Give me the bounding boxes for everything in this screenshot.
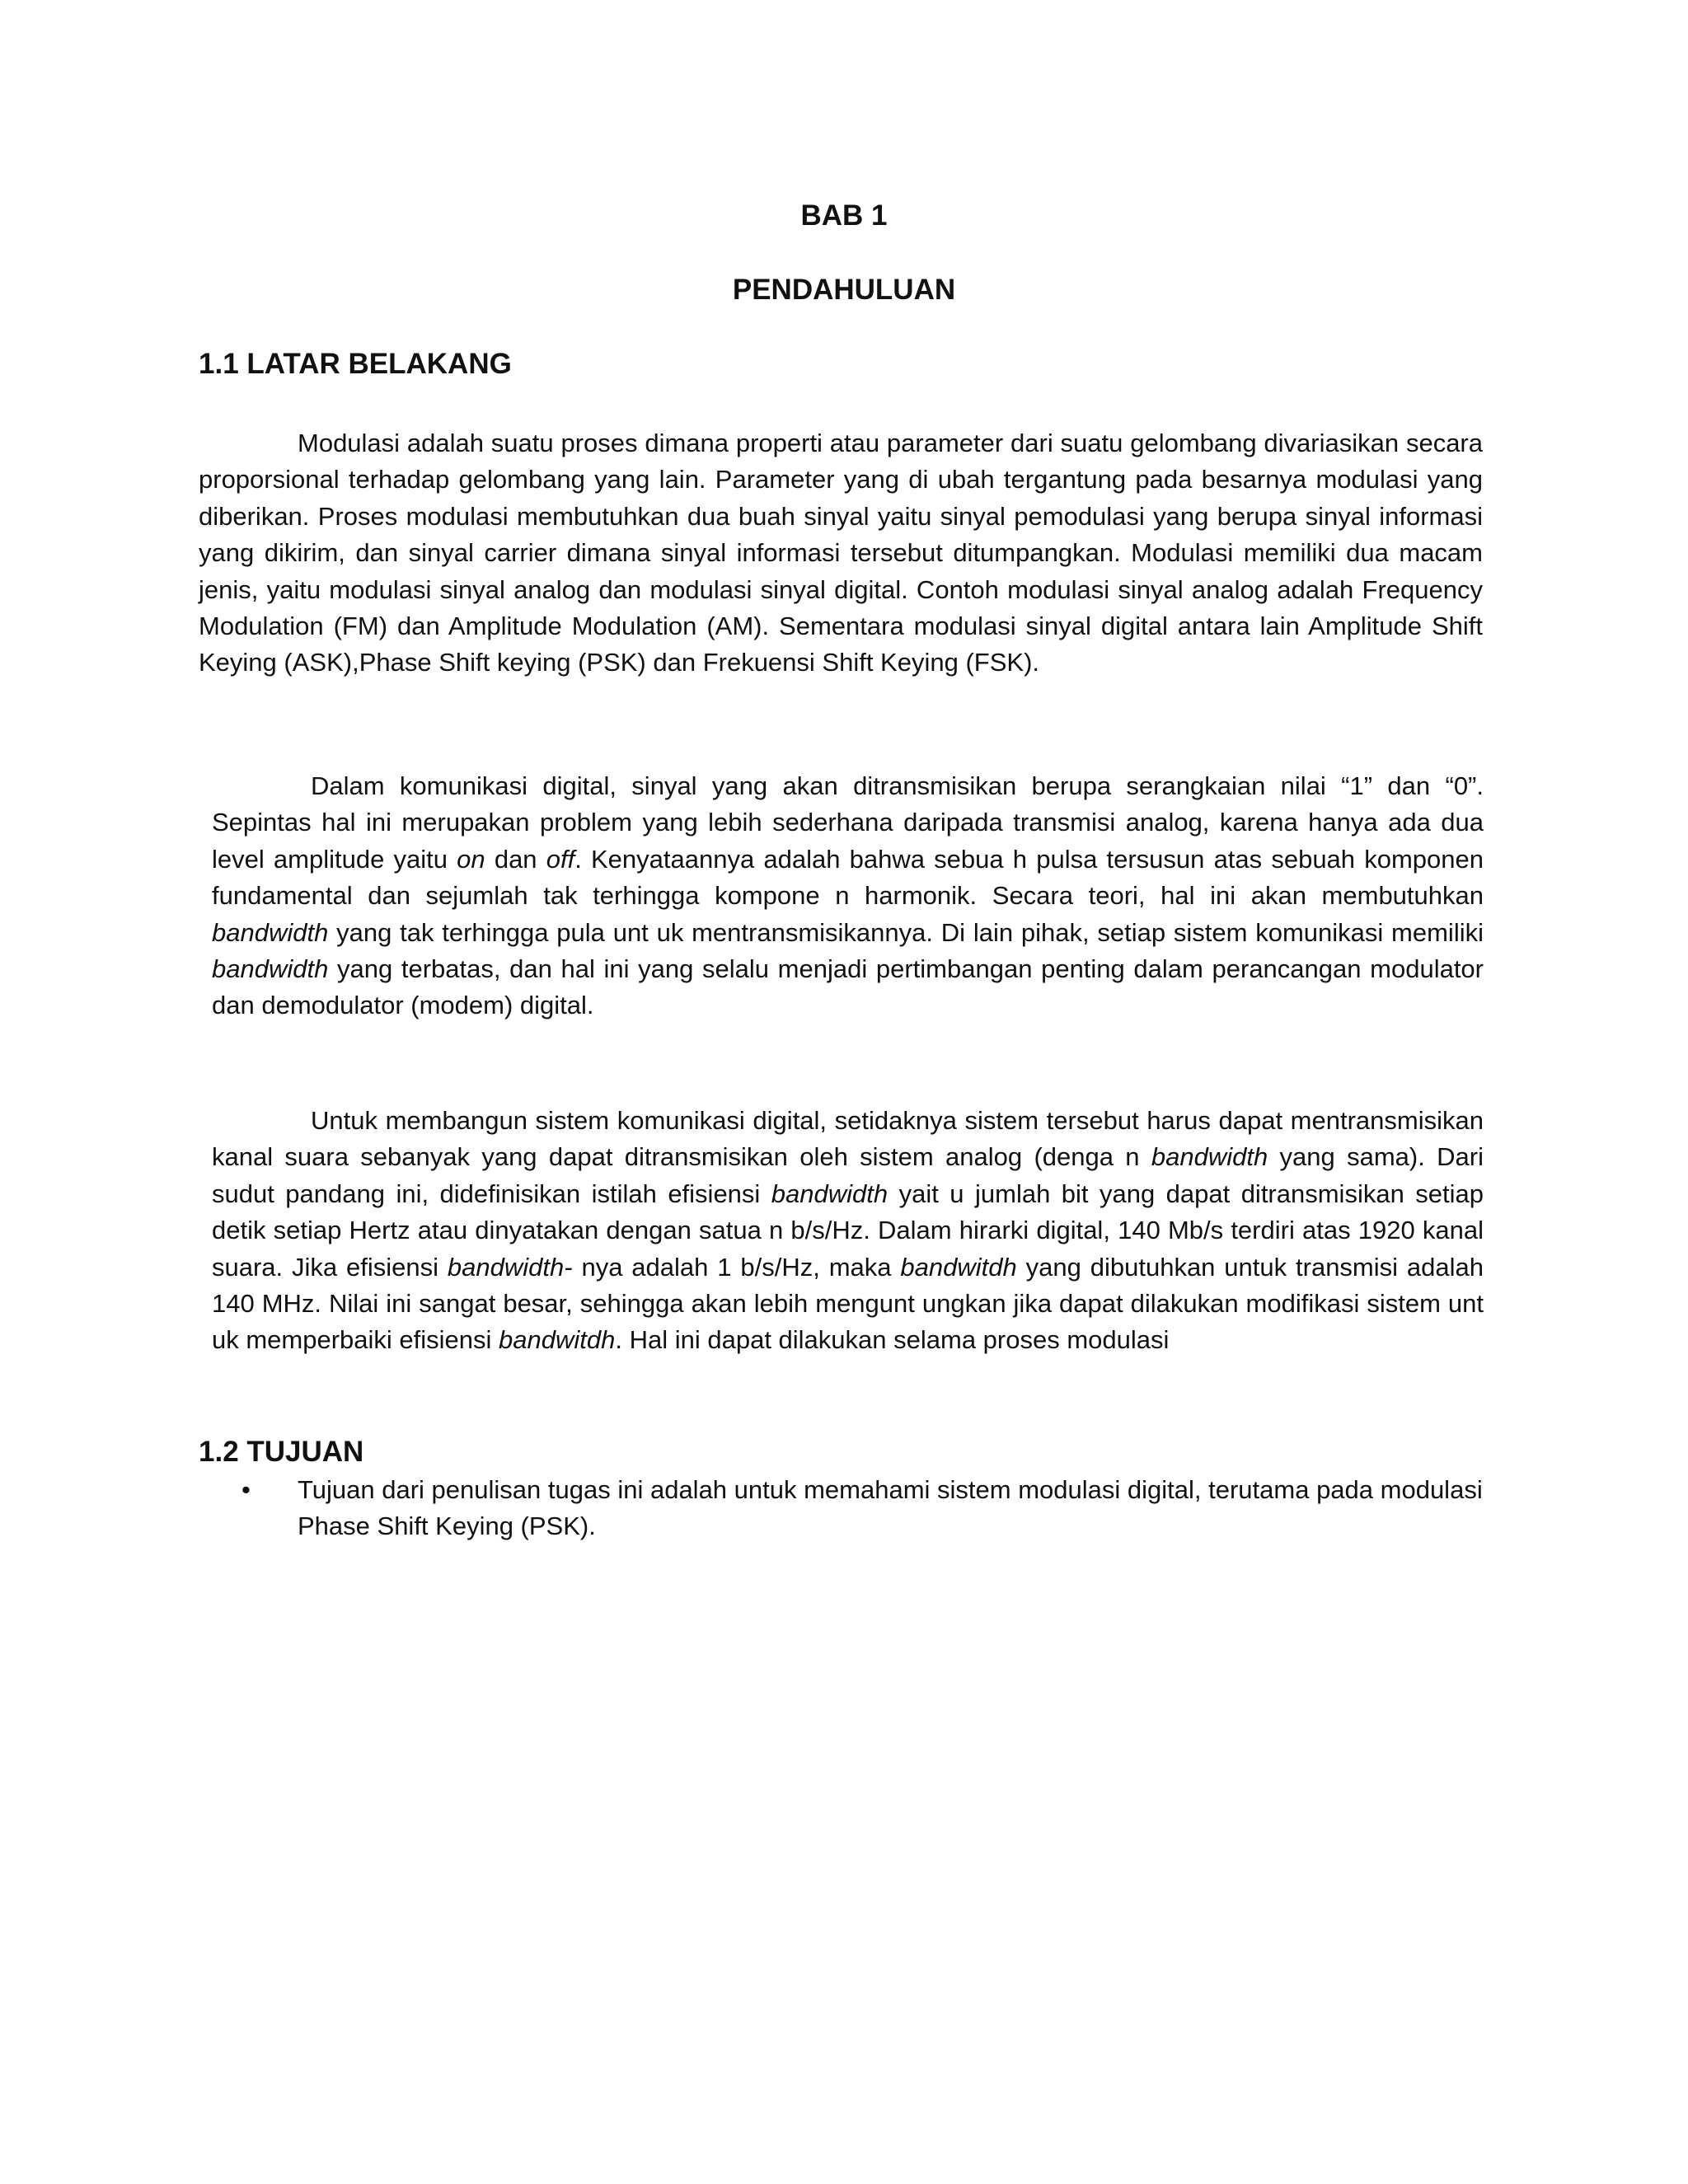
text-span: yang dibutuhkan untuk transmisi adalah 140 MHz. Nilai ini sangat besar, sehingga akan lebih mengunt ungkan jika dapat dilakukan modifikasi sistem unt uk memperbaiki efisiensi [212,1252,1484,1355]
section-heading-tujuan: 1.2 TUJUAN [199,1436,364,1468]
text-span: . Hal ini dapat dilakukan selama proses modulasi [615,1325,1170,1355]
emphasis-on: on [457,844,485,874]
text-span: yang tak terhingga pula unt uk mentransmisikannya. Di lain pihak, setiap sistem komunikasi memiliki [328,917,1484,947]
text-span: yang sama). Dari sudut pandang ini, didefinisikan istilah efisiensi [212,1142,1484,1208]
text-span: yait u jumlah bit yang dapat ditransmisikan setiap detik setiap Hertz atau dinyatakan dengan satua n b/s/Hz. Dalam hirarki digital, 140 Mb/s terdiri atas 1920 kanal suara. Jika efisiensi [212,1179,1484,1282]
emphasis-bandwidth: bandwidth [212,954,329,984]
text-span: yang terbatas, dan hal ini yang selalu menjadi pertimbangan penting dalam perancangan modulator dan demodulator (modem) digital. [212,954,1484,1020]
paragraph-efisiensi-bandwidth [212,1103,1484,1359]
emphasis-bandwitdh: bandwitdh [499,1325,616,1355]
text-span: dan [485,844,546,874]
text-span: Untuk membangun sistem komunikasi digital, setidaknya sistem tersebut harus dapat mentransmisikan kanal suara sebanyak yang dapat ditransmisikan oleh sistem analog (denga n [212,1106,1484,1172]
bullet-icon: • [241,1475,251,1504]
emphasis-bandwidth: bandwidth- [447,1252,573,1282]
goal-text: Tujuan dari penulisan tugas ini adalah untuk memahami sistem modulasi digital, terutama pada modulasi Phase Shift Keying (PSK). [298,1475,1483,1541]
emphasis-bandwidth: bandwidth [1151,1142,1268,1172]
text-span: Dalam komunikasi digital, sinyal yang akan ditransmisikan berupa serangkaian nilai “1” dan “0”. Sepintas hal ini merupakan problem yang lebih sederhana daripada transmisi analog, karena hanya ada dua level amplitude yaitu [212,771,1484,874]
chapter-number: BAB 1 [800,199,888,232]
section-heading-latar-belakang: 1.1 LATAR BELAKANG [199,348,512,380]
chapter-title: PENDAHULUAN [732,274,956,306]
paragraph-komunikasi-digital [212,768,1484,1024]
text-span: . Kenyataannya adalah bahwa sebua h pulsa tersusun atas sebuah komponen fundamental dan sejumlah tak terhingga kompone n harmonik. Secara teori, hal ini akan membutuhkan [212,844,1484,911]
text-span: nya adalah 1 b/s/Hz, maka [572,1252,901,1282]
list-item [199,1472,1484,1545]
emphasis-off: off [546,844,575,874]
emphasis-bandwitdh: bandwitdh [900,1252,1017,1282]
emphasis-bandwidth: bandwidth [771,1179,889,1208]
emphasis-bandwidth: bandwidth [212,917,329,947]
goal-list [199,1472,1484,1545]
paragraph-modulasi-definition: Modulasi adalah suatu proses dimana properti atau parameter dari suatu gelombang divariasikan secara proporsional terhadap gelombang yang lain. Parameter yang di ubah tergantung pada besarnya modulasi yang diberikan. Proses modulasi membutuhkan dua buah sinyal yaitu sinyal pemodulasi yang berupa sinyal informasi yang dikirim, dan sinyal carrier dimana sinyal informasi tersebut ditumpangkan. Modulasi memiliki dua macam jenis, yaitu modulasi sinyal analog dan modulasi sinyal digital. Contoh modulasi sinyal analog adalah Frequency Modulation (FM) dan Amplitude Modulation (AM). Sementara modulasi sinyal digital antara lain Amplitude Shift Keying (ASK),Phase Shift keying (PSK) dan Frekuensi Shift Keying (FSK). [199,429,1483,677]
